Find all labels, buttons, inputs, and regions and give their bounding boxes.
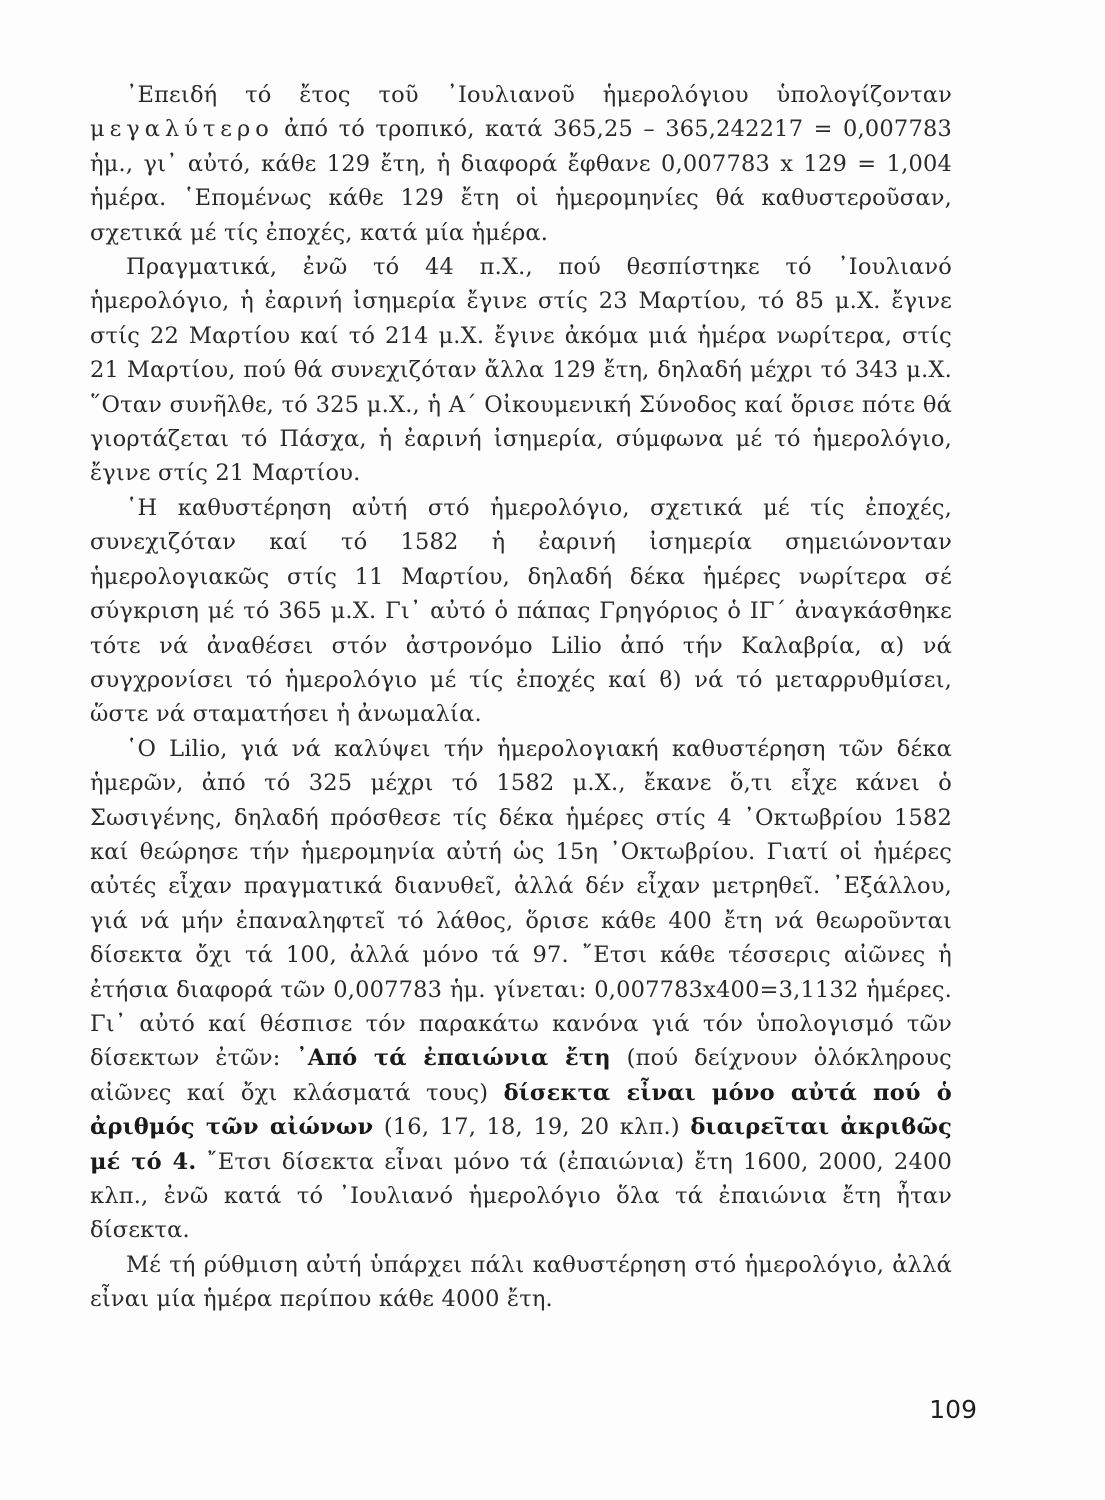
bold-rule-1: ᾿Από τά ἐπαιώνια ἔτη bbox=[296, 1045, 611, 1072]
bold-rule-2: δίσεκτα εἶναι μόνο αὐτά πού ὁ ἀριθμός τῶν αἰώνων bbox=[90, 1079, 952, 1141]
paragraph-2: Πραγματικά, ἐνῶ τό 44 π.Χ., πού θεσπίστηκε τό ᾿Ιουλιανό ἡμερολόγιο, ἡ ἐαρινή ἰσημερία ἔγινε στίς 23 Μαρτίου, τό 85 μ.Χ. ἔγινε στίς 22 Μαρτίου καί τό 214 μ.Χ. ἔγινε ἀκόμα μιά ἡμέρα νωρίτερα, στίς 21 Μαρτίου, πού θά συνεχιζόταν ἄλλα 129 ἔτη, δηλαδή μέχρι τό 343 μ.Χ. ῞Οταν συνῆλθε, τό 325 μ.Χ., ἡ Α´ Οἰκουμενική Σύνοδος καί ὅρισε πότε θά γιορτάζεται τό Πάσχα, ἡ ἐαρινή ἰσημερία, σύμφωνα μέ τό ἡμερολόγιο, ἔγινε στίς 21 Μαρτίου. bbox=[90, 254, 952, 487]
paragraph-5: Μέ τή ρύθμιση αὐτή ὑπάρχει πάλι καθυστέρηση στό ἡμερολόγιο, ἀλλά εἶναι μία ἡμέρα περίπου κάθε 4000 ἔτη. bbox=[90, 1251, 952, 1313]
paragraph-1: ᾿Επειδή τό ἔτος τοῦ ᾿Ιουλιανοῦ ἡμερολόγιου ὑπολογίζονταν μεγαλύτερο ἀπό τό τροπικό, κατά 365,25 – 365,242217 = 0,007783 ἡμ., γι᾿ αὐτό, κάθε 129 ἔτη, ἡ διαφορά ἔφθανε 0,007783 x 129 = 1,004 ἡμέρα. ῾Επομένως κάθε 129 ἔτη οἱ ἡμερομηνίες θά καθυστεροῦσαν, σχετικά μέ τίς ἐποχές, κατά μία ἡμέρα. bbox=[90, 82, 952, 246]
paragraph-4: ῾Ο Lilio, γιά νά καλύψει τήν ἡμερολογιακή καθυστέρηση τῶν δέκα ἡμερῶν, ἀπό τό 325 μέχρι τό 1582 μ.Χ., ἔκανε ὅ,τι εἶχε κάνει ὁ Σωσιγένης, δηλαδή πρόσθεσε τίς δέκα ἡμέρες στίς 4 ᾿Οκτωβρίου 1582 καί θεώρησε τήν ἡμερομηνία αὐτή ὡς 15η ᾿Οκτωβρίου. Γιατί οἱ ἡμέρες αὐτές εἶχαν πραγματικά διανυθεῖ, ἀλλά δέν εἶχαν μετρηθεῖ. ᾿Εξάλλου, γιά νά μήν ἐπαναληφτεῖ τό λάθος, ὅρισε κάθε 400 ἔτη νά θεωροῦνται δίσεκτα ὄχι τά 100, ἀλλά μόνο τά 97. ῎Ετσι κάθε τέσσερις αἰῶνες ἡ ἐτήσια διαφορά τῶν 0,007783 ἡμ. γίνεται: 0,007783x400=3,1132 ἡμέρες. Γι᾿ αὐτό καί θέσπισε τόν παρακάτω κανόνα γιά τόν ὑπολογισμό τῶν δίσεκτων ἐτῶν: ᾿Από τά ἐπαιώνια ἔτη (πού δείχνουν ὁλόκληρους αἰῶνες καί ὄχι κλάσματά τους) δίσεκτα εἶναι μόνο αὐτά πού ὁ ἀριθμός τῶν αἰώνων (16, 17, 18, 19, 20 κλπ.) διαιρεῖται ἀκριϐῶς μέ τό 4. ῎Ετσι δίσεκτα εἶναι μόνο τά (ἐπαιώνια) ἔτη 1600, 2000, 2400 κλπ., ἐνῶ κατά τό ᾿Ιουλιανό ἡμερολόγιο ὅλα τά ἐπαιώνια ἔτη ἦταν δίσεκτα. bbox=[90, 735, 953, 1244]
spaced-word: μεγαλύτερο bbox=[90, 116, 274, 143]
body-text bbox=[90, 78, 952, 1317]
page-number: 109 bbox=[929, 1395, 977, 1424]
paragraph-3: ῾Η καθυστέρηση αὐτή στό ἡμερολόγιο, σχετικά μέ τίς ἐποχές, συνεχιζόταν καί τό 1582 ἡ ἐαρινή ἰσημερία σημειώνονταν ἡμερολογιακῶς στίς 11 Μαρτίου, δηλαδή δέκα ἡμέρες νωρίτερα σέ σύγκριση μέ τό 365 μ.Χ. Γι᾿ αὐτό ὁ πάπας Γρηγόριος ὁ ΙΓ´ ἀναγκάσθηκε τότε νά ἀναθέσει στόν ἀστρονόμο Lilio ἀπό τήν Καλαβρία, α) νά συγχρονίσει τό ἡμερολόγιο μέ τίς ἐποχές καί ϐ) νά τό μεταρρυθμίσει, ὥστε νά σταματήσει ἡ ἀνωμαλία. bbox=[90, 494, 952, 728]
bold-rule-3: διαιρεῖται ἀκριϐῶς μέ τό 4. bbox=[90, 1114, 953, 1175]
